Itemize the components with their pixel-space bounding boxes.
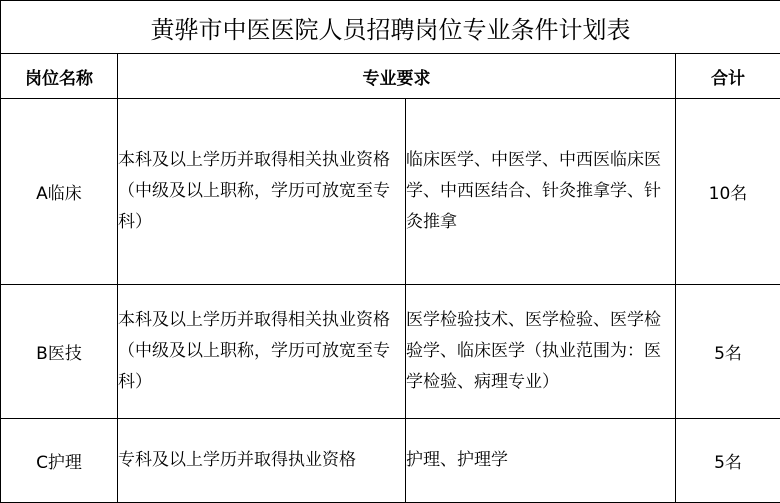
table-title: 黄骅市中医医院人员招聘岗位专业条件计划表	[1, 1, 780, 54]
position-name-cell: A临床	[1, 99, 118, 285]
header-total: 合计	[676, 54, 780, 99]
major-list-cell: 护理、护理学	[406, 419, 676, 503]
education-requirement-cell: 本科及以上学历并取得相关执业资格（中级及以上职称，学历可放宽至专科）	[118, 99, 406, 285]
headcount-cell: 10名	[676, 99, 780, 285]
major-list-cell: 临床医学、中医学、中西医临床医学、中西医结合、针灸推拿学、针灸推拿	[406, 99, 676, 285]
table-row	[1, 285, 780, 419]
headcount-cell: 5名	[676, 285, 780, 419]
education-requirement-cell: 专科及以上学历并取得执业资格	[118, 419, 406, 503]
major-list-cell: 医学检验技术、医学检验、医学检验学、临床医学（执业范围为：医学检验、病理专业）	[406, 285, 676, 419]
title-row	[1, 1, 780, 54]
header-requirement: 专业要求	[118, 54, 676, 99]
header-position: 岗位名称	[1, 54, 118, 99]
table-row	[1, 419, 780, 503]
education-requirement-cell: 本科及以上学历并取得相关执业资格（中级及以上职称，学历可放宽至专科）	[118, 285, 406, 419]
position-name-cell: B医技	[1, 285, 118, 419]
header-row	[1, 54, 780, 99]
headcount-cell: 5名	[676, 419, 780, 503]
table-row	[1, 99, 780, 285]
position-name-cell: C护理	[1, 419, 118, 503]
